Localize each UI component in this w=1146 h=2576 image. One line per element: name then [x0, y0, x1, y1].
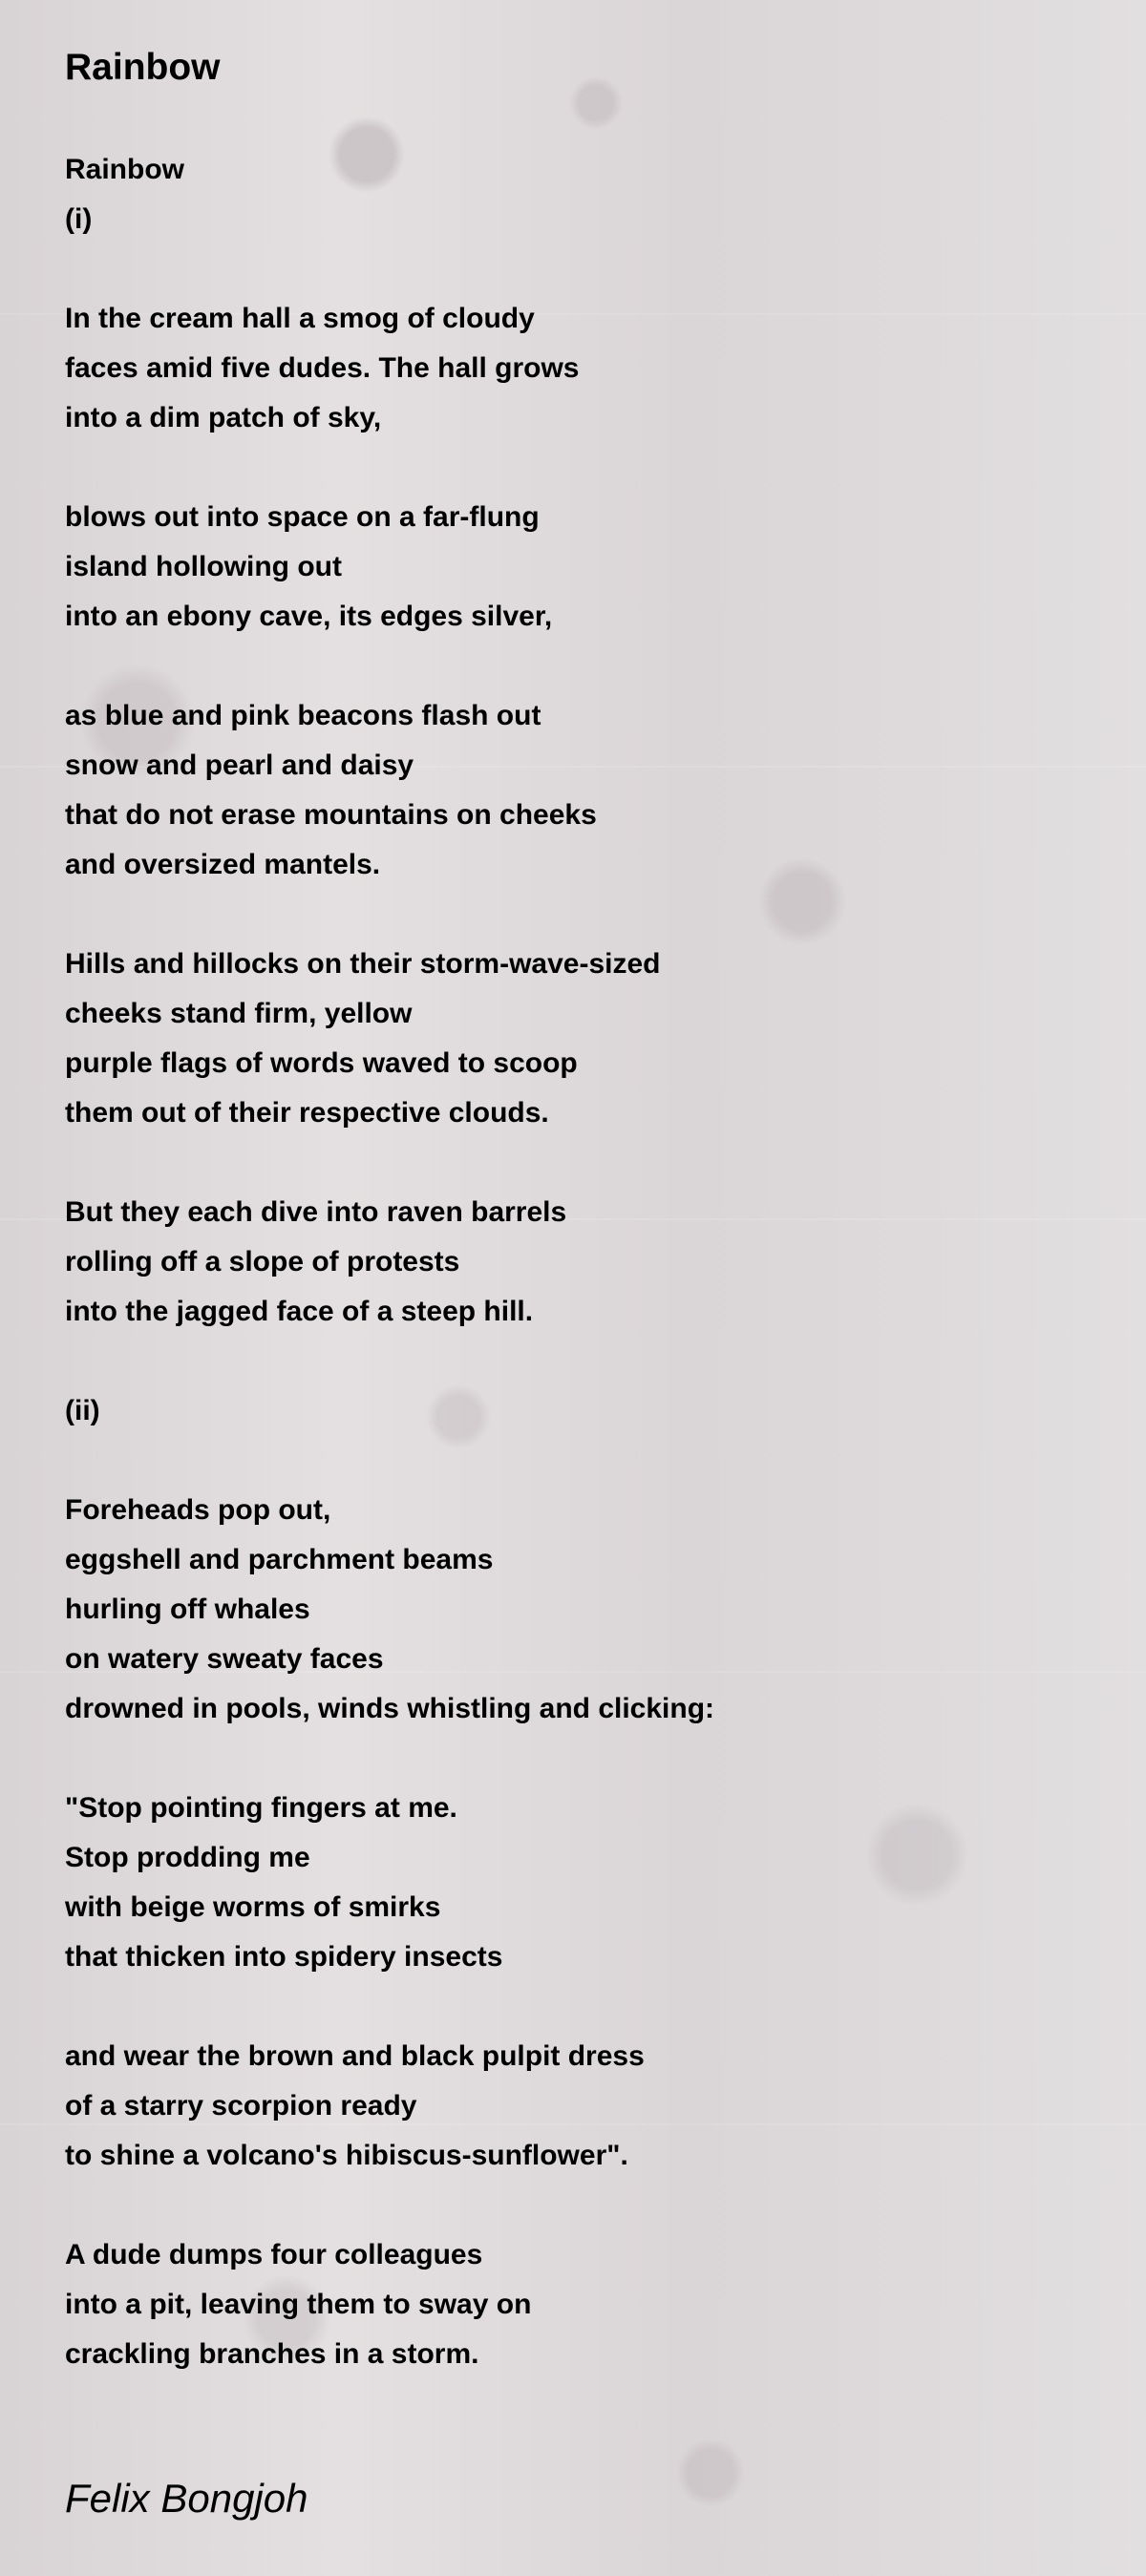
poem-line: into a dim patch of sky, [65, 402, 382, 433]
stanza-break [65, 244, 1077, 294]
poem-line: crackling branches in a storm. [65, 2338, 479, 2370]
stanza-break [65, 1734, 1077, 1784]
poem-title: Rainbow [65, 47, 221, 88]
poem-line: But they each dive into raven barrels [65, 1196, 567, 1228]
poem-line: hurling off whales [65, 1594, 310, 1625]
author-name: Felix Bongjoh [65, 2476, 308, 2521]
stanza-break [65, 443, 1077, 493]
poem-line: on watery sweaty faces [65, 1643, 384, 1675]
poem-line: Hills and hillocks on their storm-wave-sized [65, 948, 661, 980]
poem-line: faces amid five dudes. The hall grows [65, 352, 580, 384]
stanza-break [65, 1982, 1077, 2032]
poem-line: (i) [65, 203, 93, 235]
poem-line: Rainbow [65, 154, 184, 185]
poem-line: drowned in pools, winds whistling and clicking: [65, 1693, 715, 1724]
poem-line: A dude dumps four colleagues [65, 2239, 483, 2270]
stanza-break [65, 2181, 1077, 2230]
poem-line: (ii) [65, 1395, 100, 1426]
poem-body [65, 145, 1077, 2379]
poem-line: Foreheads pop out, [65, 1494, 331, 1526]
poem-line: into the jagged face of a steep hill. [65, 1296, 534, 1327]
poem-line: into an ebony cave, its edges silver, [65, 601, 553, 632]
stanza-break [65, 642, 1077, 691]
stanza-break [65, 1436, 1077, 1486]
poem-line: purple flags of words waved to scoop [65, 1047, 578, 1079]
poem-line: as blue and pink beacons flash out [65, 700, 541, 731]
stanza-break [65, 1337, 1077, 1386]
poem-line: and wear the brown and black pulpit dress [65, 2040, 645, 2072]
stanza-break [65, 1138, 1077, 1188]
poem-line: eggshell and parchment beams [65, 1544, 494, 1575]
poem-line: that do not erase mountains on cheeks [65, 799, 597, 831]
poem-line: cheeks stand firm, yellow [65, 998, 413, 1029]
poem-line: of a starry scorpion ready [65, 2090, 417, 2122]
poem-line: blows out into space on a far-flung [65, 501, 540, 533]
poem-line: In the cream hall a smog of cloudy [65, 303, 535, 334]
poem-line: to shine a volcano's hibiscus-sunflower". [65, 2140, 628, 2171]
poem-line: that thicken into spidery insects [65, 1941, 503, 1973]
poem-line: them out of their respective clouds. [65, 1097, 549, 1129]
poem-line: into a pit, leaving them to sway on [65, 2289, 532, 2320]
poem-line: and oversized mantels. [65, 849, 381, 880]
stanza-break [65, 890, 1077, 940]
poem-line: "Stop pointing fingers at me. [65, 1792, 457, 1824]
poem-line: island hollowing out [65, 551, 342, 582]
poem-line: Stop prodding me [65, 1842, 310, 1873]
poem-line: with beige worms of smirks [65, 1891, 441, 1923]
poem-line: snow and pearl and daisy [65, 750, 414, 781]
poem-line: rolling off a slope of protests [65, 1246, 460, 1277]
